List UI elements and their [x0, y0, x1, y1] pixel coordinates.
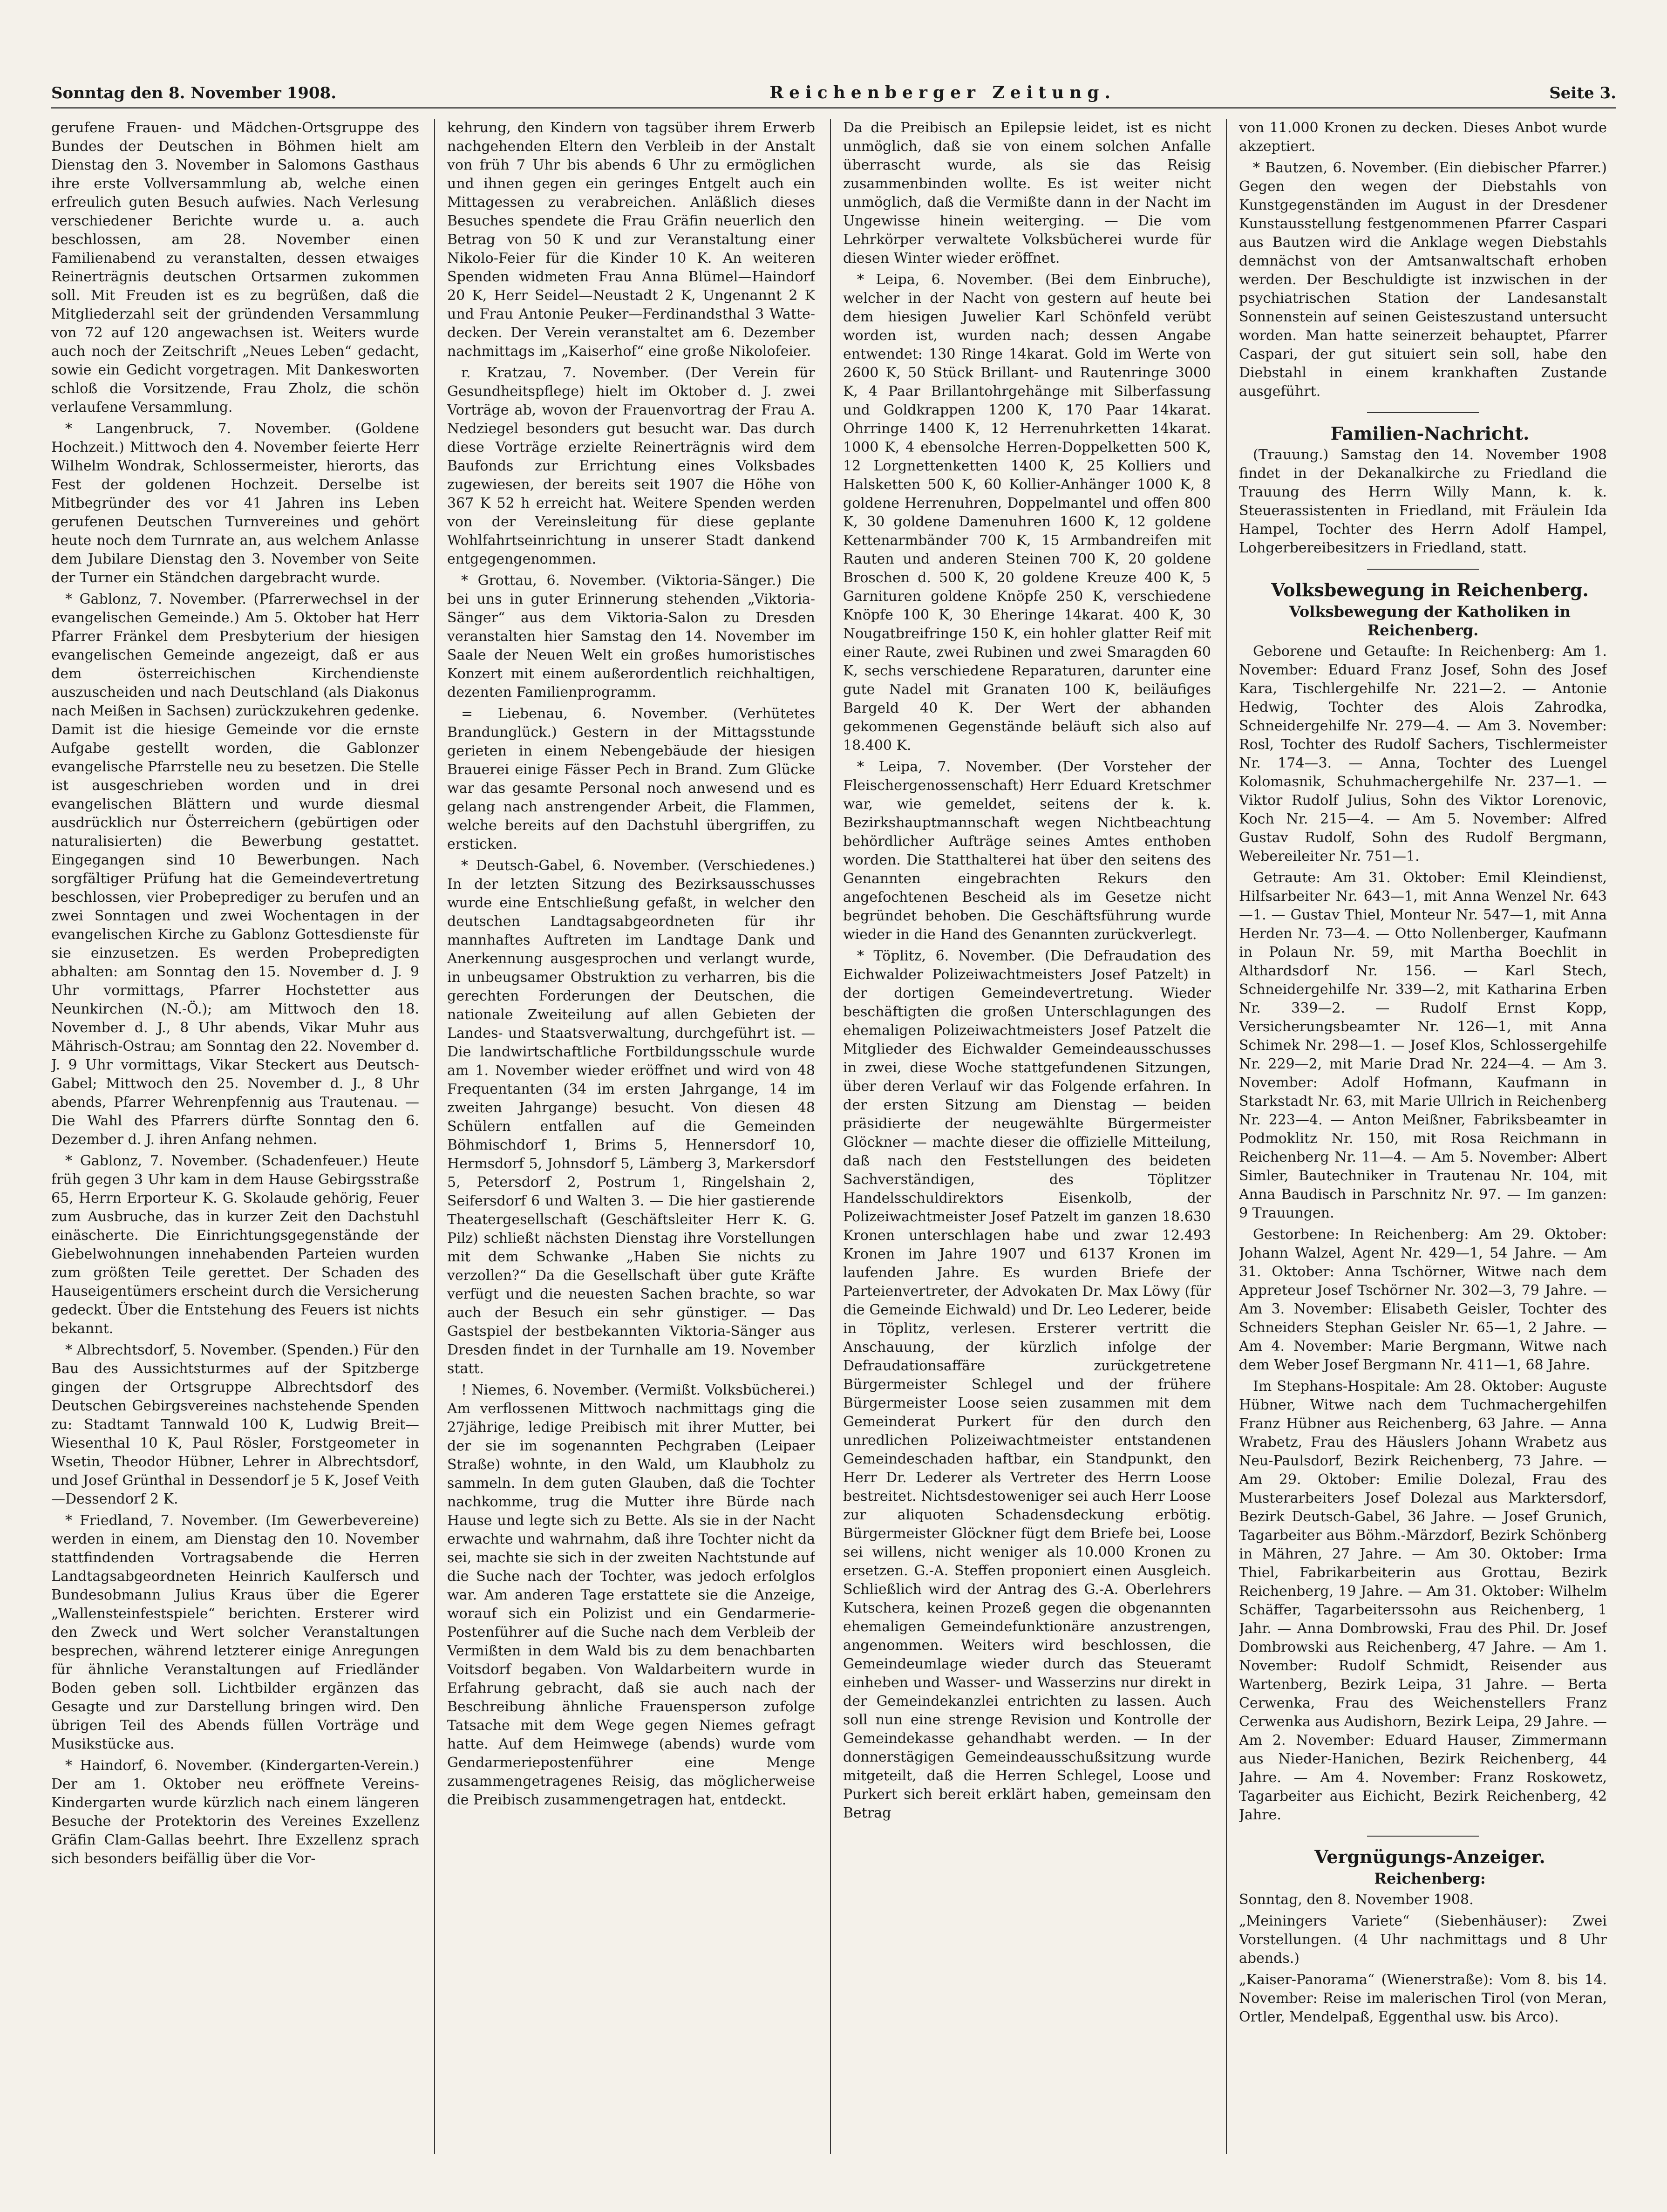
article: * Haindorf, 6. November. (Kindergarten-Verein.) Der am 1. Oktober neu eröffnete Vereins-Kindergarten wurde kürzlich nach einem längeren Besuche der Protektorin des Vereines Exzellenz Gräfin Clam-Gallas beehrt. Ihre Exzellenz sprach sich besonders beifällig über die Vor- — [51, 1757, 419, 1867]
column-4 — [1239, 119, 1607, 2154]
header-date: Sonntag den 8. November 1908. — [51, 84, 337, 102]
article: * Bautzen, 6. November. (Ein diebischer Pfarrer.) Gegen den wegen der Diebstahls von Kunstgegenständen im August in der Dresdener Kunstausstellung festgenommenen Pfarrer Caspari aus Bautzen wird die Anklage wegen Diebstahls demnächst von der Amtsanwaltschaft erhoben werden. Der Beschuldigte ist inzwischen in der psychiatrischen Station der Landesanstalt Sonnenstein auf seinen Geisteszustand untersucht worden. Man hatte seinerzeit behauptet, Pfarrer Caspari, der gut situiert sein soll, habe den Diebstahl in einem krankhaften Zustande ausgeführt. — [1239, 160, 1607, 400]
article: * Töplitz, 6. November. (Die Defraudation des Eichwalder Polizeiwachtmeisters Josef Patzelt) in der dortigen Gemeindevertretung. Wieder beschäftigten die großen Unterschlagungen des ehemaligen Polizeiwachtmeisters Josef Patzelt die Mitglieder des Eichwalder Gemeindeausschusses in zwei, diese Woche stattgefundenen Sitzungen, über deren Verlauf wir das Folgende erfahren. In der ersten Sitzung am Dienstag — beiden präsidierte der neugewählte Bürgermeister Glöckner — machte dieser die offizielle Mitteilung, daß nach den Feststellungen des beideten Sachverständigen, des Töplitzer Handelsschuldirektors Eisenkolb, der Polizeiwachtmeister Josef Patzelt im ganzen 18.630 Kronen unterschlagen habe und zwar 12.493 Kronen im Jahre 1907 und 6137 Kronen im laufenden Jahre. Es wurden Briefe der Parteienvertreter, der Advokaten Dr. Max Löwy (für die Gemeinde Eichwald) und Dr. Leo Lederer, beide in Töplitz, verlesen. Ersterer vertritt die Anschauung, der kürzlich infolge der Defraudationsaffäre zurückgetretene Bürgermeister Schlegel und der frühere Bürgermeister Loose seien zusammen mit dem Gemeinderat Purkert für den durch den unredlichen Polizeiwachtmeister entstandenen Gemeindeschaden haftbar, ein Standpunkt, den Herr Dr. Lederer als Vertreter des Herrn Loose bestreitet. Nichtsdestoweniger sei auch Herr Loose zur aliquoten Schadensdeckung erbötig. Bürgermeister Glöckner fügt dem Briefe bei, Loose sei willens, nicht weniger als 10.000 Kronen zu ersetzen. G.-A. Steffen proponiert einen Ausgleich. Schließlich wird der Antrag des G.-A. Oberlehrers Kutschera, keinen Prozeß gegen die obgenannten ehemaligen Gemeindefunktionäre anzustrengen, angenommen. Weiters wird beschlossen, die Gemeindeumlage wieder durch das Steueramt einheben und Wasser- und Wasserzins nur direkt in der Gemeindekanzlei entrichten zu lassen. Auch soll nun eine strenge Revision und Kontrolle der Gemeindekasse gehandhabt werden. — In der donnerstägigen Gemeindeausschußsitzung wurde mitgeteilt, daß die Herren Schlegel, Loose und Purkert sich bereit erklärt haben, gemeinsam den Betrag — [843, 948, 1211, 1821]
section-divider — [1367, 1836, 1479, 1837]
article: von 11.000 Kronen zu decken. Dieses Anbot wurde akzeptiert. — [1239, 120, 1607, 155]
page-number: Seite 3. — [1549, 84, 1616, 102]
newspaper-page — [51, 75, 1616, 2161]
page-header — [51, 75, 1616, 109]
article: * Gablonz, 7. November. (Schadenfeuer.) Heute früh gegen 3 Uhr kam in dem Hause Gebirgsstraße 65, Herrn Erporteur K. G. Skolaude gehörig, Feuer zum Ausbruche, das in kurzer Zeit den Dachstuhl einäscherte. Die Einrichtungsgegenstände der Giebelwohnungen innehabenden Parteien wurden zum größten Teile gerettet. Der Schaden des Hauseigentümers erscheint durch die Versicherung gedeckt. Über die Entstehung des Feuers ist nichts bekannt. — [51, 1153, 419, 1337]
article: gerufene Frauen- und Mädchen-Ortsgruppe des Bundes der Deutschen in Böhmen hielt am Dienstag den 3. November in Salomons Gasthaus ihre erste Vollversammlung ab, welche einen erfreulich guten Besuch aufwies. Nach Verlesung verschiedener Berichte wurde u. a. auch beschlossen, am 28. November einen Familienabend zu veranstalten, dessen etwaiges Reinerträgnis deutschen Ortsarmen zukommen soll. Mit Freuden ist es zu begrüßen, daß die Mitgliederzahl seit der gründenden Versammlung von 72 auf 120 angewachsen ist. Weiters wurde auch noch der Zeitschrift „Neues Leben“ gedacht, sowie ein Gedicht vorgetragen. Mit Dankesworten schloß die Vorsitzende, Frau Zholz, die schön verlaufene Versammlung. — [51, 120, 419, 415]
article: * Albrechtsdorf, 5. November. (Spenden.) Für den Bau des Aussichtsturmes auf der Spitzberge gingen der Ortsgruppe Albrechtsdorf des Deutschen Gebirgsvereines nachstehende Spenden zu: Stadtamt Tannwald 100 K, Ludwig Breit—Wiesenthal 10 K, Paul Rösler, Forstgeometer in Wsetin, Theodor Hübner, Lehrer in Albrechtsdorf, und Josef Grünthal in Dessendorf je 5 K, Josef Veith—Dessendorf 2 K. — [51, 1342, 419, 1507]
column-rule — [434, 119, 435, 2154]
amusement-subtitle: Reichenberg: — [1374, 1870, 1486, 1887]
article: * Friedland, 7. November. (Im Gewerbevereine) werden in einem, am Dienstag den 10. November stattfindenden Vortragsabende die Herren Landtagsabgeordneten Heinrich Kaulfersch und Bundesobmann Julius Kraus über die Egerer „Wallensteinfestspiele“ berichten. Ersterer wird den Zweck und Wert solcher Veranstaltungen besprechen, während letzterer einige Anregungen für ähnliche Veranstaltungen auf Friedländer Boden geben soll. Lichtbilder ergänzen das Gesagte und zur Darstellung bringen wird. Den übrigen Teil des Abends füllen Vorträge und Musikstücke aus. — [51, 1512, 419, 1752]
article: ! Niemes, 6. November. (Vermißt. Volksbücherei.) Am verflossenen Mittwoch nachmittags ging die 27jährige, ledige Preibisch mit ihrer Mutter, bei der sie im sogenannten Pechgraben (Leipaer Straße) wohnte, in den Wald, um Klaubholz zu sammeln. In dem guten Glauben, daß die Tochter nachkomme, trug die Mutter ihre Bürde nach Hause und legte sich zu Bette. Als sie in der Nacht erwachte und wahrnahm, daß ihre Tochter nicht da sei, machte sie sich in der zweiten Nachtstunde auf die Suche nach der Tochter, was jedoch erfolglos war. Am anderen Tage erstattete sie die Anzeige, worauf sich ein Polizist und ein Gendarmerie-Postenführer auf die Suche nach dem Verbleib der Vermißten in dem Wald bis zu dem benachbarten Voitsdorf begaben. Von Waldarbeitern wurde in Erfahrung gebracht, daß sie auch nach der Beschreibung ähnliche Frauensperson zufolge Tatsache mit dem Wege gegen Niemes gefragt hatte. Auf dem Heimwege (abends) wurde vom Gendarmeriepostenführer eine Menge zusammengetragenes Reisig, das möglicherweise die Preibisch zusammengetragen hat, entdeckt. — [447, 1382, 815, 1808]
column-rule — [830, 119, 831, 2154]
article: kehrung, den Kindern von tagsüber ihrem Erwerb nachgehenden Eltern den Verbleib in der Anstalt von früh 7 Uhr bis abends 6 Uhr zu ermöglichen und ihnen gegen ein geringes Entgelt auch ein Mittagessen zu verabreichen. Anläßlich dieses Besuches spendete die Frau Gräfin neuerlich den Betrag von 50 K und zur Veranstaltung einer Nikolo-Feier für die Kinder 10 K. An weiteren Spenden widmeten Frau Anna Blümel—Haindorf 20 K, Herr Seidel—Neustadt 2 K, Ungenannt 2 K und Frau Antonie Peuker—Ferdinandsthal 3 Watte-decken. Der Verein veranstaltet am 6. Dezember nachmittags im „Kaiserhof“ eine große Nikolofeier. — [447, 120, 815, 360]
column-2 — [447, 119, 815, 2154]
vital-stats-births: Geborene und Getaufte: In Reichenberg: Am 1. November: Eduard Franz Josef, Sohn des Josef Kara, Tischlergehilfe Nr. 221—2. — Antonie Hedwig, Tochter des Alois Zahrodka, Schneidergehilfe Nr. 279—4. — Am 3. November: Rosl, Tochter des Rudolf Sachers, Tischlermeister Nr. 174—3. — Anna, Tochter des Luengel Kolomasnik, Schuhmachergehilfe Nr. 237—1. — Viktor Rudolf Julius, Sohn des Viktor Lorenovic, Koch Nr. 215—4. — Am 5. November: Alfred Gustav Rudolf, Sohn des Rudolf Bergmann, Webereileiter Nr. 751—1. — [1239, 643, 1607, 864]
vital-stats-title: Volksbewegung in Reichenberg. — [1271, 579, 1589, 600]
article: Da die Preibisch an Epilepsie leidet, ist es nicht unmöglich, daß sie von einem solchen Anfalle überrascht wurde, als sie das Reisig zusammenbinden wollte. Es ist weiter nicht unmöglich, daß die Vermißte dann in der Nacht im Ungewisse hinein weiterging. — Die vom Lehrkörper verwaltete Volksbücherei wurde für diesen Winter wieder eröffnet. — [843, 120, 1211, 266]
article: * Gablonz, 7. November. (Pfarrerwechsel in der evangelischen Gemeinde.) Am 5. Oktober hat Herr Pfarrer Fränkel dem Presbyterium der hiesigen evangelischen Gemeinde angezeigt, daß er aus dem österreichischen Kirchendienste auszuscheiden und nach Deutschland (als Diakonus nach Meißen in Sachsen) zurückzukehren gedenke. Damit ist die hiesige Gemeinde vor die ernste Aufgabe gestellt worden, die Gablonzer evangelische Pfarrstelle neu zu besetzen. Die Stelle ist ausgeschrieben worden und in drei evangelischen Blättern und wurde diesmal ausdrücklich nur Österreichern (gebürtigen oder naturalisierten) die Bewerbung gestattet. Eingegangen sind 10 Bewerbungen. Nach sorgfältiger Prüfung hat die Gemeindevertretung beschlossen, vier Probeprediger zu berufen und an zwei Sonntagen und zwei Wochentagen in der evangelischen Kirche zu Gablonz Gottesdienste für sie einzusetzen. Es werden Probepredigten abhalten: am Sonntag den 15. November d. J. 9 Uhr vormittags, Pfarrer Hochstetter aus Neunkirchen (N.-Ö.); am Mittwoch den 18. November d. J., 8 Uhr abends, Vikar Muhr aus Mährisch-Ostrau; am Sonntag den 22. November d. J. 9 Uhr vormittags, Vikar Steckert aus Deutsch-Gabel; Mittwoch den 25. November d. J., 8 Uhr abends, Pfarrer Wehrenpfennig aus Trautenau. — Die Wahl des Pfarrers dürfte Sonntag den 6. Dezember d. J. ihren Anfang nehmen. — [51, 591, 419, 1148]
family-news-text: (Trauung.) Samstag den 14. November 1908 findet in der Dekanalkirche zu Friedland die Trauung des Herrn Willy Mann, k. k. Steuerassistenten in Friedland, mit Fräulein Ida Hampel, Tochter des Herrn Adolf Hampel, Lohgerbereibesitzers in Friedland, statt. — [1239, 447, 1607, 556]
column-rule — [1226, 119, 1227, 2154]
section-divider — [1367, 569, 1479, 570]
article: r. Kratzau, 7. November. (Der Verein für Gesundheitspflege) hielt im Oktober d. J. zwei Vorträge ab, wovon der Frauenvortrag der Frau A. Nedziegel besonders gut besucht war. Das durch diese Vorträge erzielte Reinerträgnis wird dem Baufonds zur Errichtung eines Volksbades zugewiesen, der bereits seit 1907 die Höhe von 367 K 52 h erreicht hat. Weitere Spenden werden von der Vereinsleitung für diese geplante Wohlfahrtseinrichtung in unserer Stadt dankend entgegengenommen. — [447, 365, 815, 567]
vital-stats-subtitle: Volksbewegung der Katholiken in Reichenberg. — [1289, 603, 1571, 639]
column-3 — [843, 119, 1211, 2154]
article: * Leipa, 6. November. (Bei dem Einbruche), welcher in der Nacht von gestern auf heute bei dem hiesigen Juwelier Karl Schönfeld verübt worden ist, wurden nach; dessen Angabe entwendet: 130 Ringe 14karat. Gold im Werte von 2600 K, 50 Stück Brillant- und Rautenringe 3000 K, 4 Paar Brillantohrgehänge mit Silberfassung und Goldkrappen 1200 K, 170 Paar 14karat. Ohrringe 1400 K, 12 Herrenuhrketten 14karat. 1000 K, 4 ebensolche Herren-Doppelketten 500 K, 12 Lorgnettenketten 1400 K, 25 Kolliers und Halsketten 500 K, 60 Kollier-Anhänger 1000 K, 8 goldene Herrenuhren, Doppelmantel und offen 800 K, 30 goldene Damenuhren 1600 K, 12 goldene Kettenarmbänder 700 K, 15 Armbandreifen mit Rauten und anderen Steinen 700 K, 20 goldene Broschen d. 500 K, 20 goldene Kreuze 400 K, 5 Garnituren goldene Knöpfe 250 K, verschiedene Knöpfe 100 K, 30 Eheringe 14karat. 400 K, 30 Nougatbreifringe 150 K, ein hohler glatter Reif mit einer Raute, zwei Rubinen und zwei Smaragden 60 K, sechs verschiedene Reparaturen, darunter eine gute Nadel mit Granaten 100 K, beiläufiges Bargeld 40 K. Der Wert der abhanden gekommenen Gegenstände beläuft sich also auf 18.400 K. — [843, 272, 1211, 754]
family-news-title: Familien-Nachricht. — [1330, 423, 1530, 444]
amusement-date: Sonntag, den 8. November 1908. — [1239, 1892, 1474, 1908]
section-divider — [1367, 412, 1479, 413]
newspaper-title: Reichenberger Zeitung. — [769, 83, 1116, 102]
vital-stats-marriages: Getraute: Am 31. Oktober: Emil Kleindienst, Hilfsarbeiter Nr. 643—1, mit Anna Wenzel Nr. 643—1. — Gustav Thiel, Monteur Nr. 547—1, mit Anna Herden Nr. 73—4. — Otto Nollenberger, Kaufmann in Polaun Nr. 59, mit Martha Boechlit in Althardsdorf Nr. 156. — Karl Stech, Schneidergehilfe Nr. 339—2, mit Katharina Erben Nr. 339—2. — Rudolf Ernst Kopp, Versicherungsbeamter Nr. 126—1, mit Anna Schimek Nr. 298—1. — Josef Klos, Schlossergehilfe Nr. 229—2, mit Marie Drad Nr. 224—4. — Am 3. November: Adolf Hofmann, Kaufmann in Starkstadt Nr. 63, mit Marie Ullrich in Reichenberg Nr. 223—4. — Anton Meißner, Fabriksbeamter in Podmoklitz Nr. 150, mit Rosa Reichmann in Reichenberg Nr. 11—4. — Am 5. November: Albert Simler, Bautechniker in Trautenau Nr. 104, mit Anna Baudisch in Parschnitz Nr. 97. — Im ganzen: 9 Trauungen. — [1239, 870, 1607, 1221]
amusement-title: Vergnügungs-Anzeiger. — [1314, 1846, 1545, 1867]
article: = Liebenau, 6. November. (Verhütetes Brandunglück.) Gestern in der Mittagsstunde gerieten in einem Nebengebäude der hiesigen Brauerei einige Fässer Pech in Brand. Zum Glücke war das gesamte Personal noch anwesend und es gelang nach anstrengender Arbeit, die Flammen, welche bereits auf den Dachstuhl übergriffen, zu ersticken. — [447, 706, 815, 852]
amusement-item: „Meiningers Variete“ (Siebenhäuser): Zwei Vorstellungen. (4 Uhr nachmittags und 8 Uhr abends.) — [1239, 1913, 1607, 1967]
article: * Deutsch-Gabel, 6. November. (Verschiedenes.) In der letzten Sitzung des Bezirksausschusses wurde eine Entschließung gefaßt, in welcher den deutschen Landtagsabgeordneten für ihr mannhaftes Auftreten im Landtage Dank und Anerkennung ausgesprochen und verlangt wurde, in unbeugsamer Obstruktion zu verharren, bis die gerechten Forderungen der Deutschen, die nationale Zweiteilung auf allen Gebieten der Landes- und Staatsverwaltung, durchgeführt ist. — Die landwirtschaftliche Fortbildungsschule wurde am 1. November wieder eröffnet und wird von 48 Frequentanten (34 im ersten Jahrgange, 14 im zweiten Jahrgange) besucht. Von diesen 48 Schülern entfallen auf die Gemeinden Böhmischdorf 1, Brims 5, Hennersdorf 10, Hermsdorf 5, Johnsdorf 5, Lämberg 3, Markersdorf 5, Petersdorf 2, Postrum 1, Ringelshain 2, Seifersdorf 6 und Walten 3. — Die hier gastierende Theatergesellschaft (Geschäftsleiter Herr K. G. Pilz) schließt nächsten Dienstag ihre Vorstellungen mit dem Schwanke „Haben Sie nichts zu verzollen?“ Da die Gesellschaft über gute Kräfte verfügt und die neuesten Sachen brachte, so war auch der Besuch ein sehr günstiger. — Das Gastspiel der bestbekannten Viktoria-Sänger aus Dresden findet in der Turnhalle am 19. November statt. — [447, 858, 815, 1377]
column-1 — [51, 119, 419, 2154]
vital-stats-deaths: Gestorbene: In Reichenberg: Am 29. Oktober: Johann Walzel, Agent Nr. 429—1, 54 Jahre. — Am 31. Oktober: Anna Tschörner, Witwe nach dem Appreteur Josef Tschörner Nr. 302—3, 79 Jahre. — Am 3. November: Elisabeth Geisler, Tochter des Schneiders Stephan Geisler Nr. 65—1, 2 Jahre. — Am 4. November: Marie Bergmann, Witwe nach dem Weber Josef Bergmann Nr. 411—1, 68 Jahre. — [1239, 1226, 1607, 1373]
article: * Langenbruck, 7. November. (Goldene Hochzeit.) Mittwoch den 4. November feierte Herr Wilhelm Wondrak, Schlossermeister, hierorts, das Fest der goldenen Hochzeit. Derselbe ist Mitbegründer des vor 41 Jahren ins Leben gerufenen Deutschen Turnvereines und gehört heute noch dem Turnrate an, aus welchem Anlasse dem Jubilare Dienstag den 3. November von Seite der Turner ein Ständchen dargebracht wurde. — [51, 421, 419, 586]
amusement-item: „Kaiser-Panorama“ (Wienerstraße): Vom 8. bis 14. November: Reise im malerischen Tirol (von Meran, Ortler, Mendelpaß, Eggenthal usw. bis Arco). — [1239, 1972, 1607, 2025]
article: * Leipa, 7. November. (Der Vorsteher der Fleischergenossenschaft) Herr Eduard Kretschmer war, wie gemeldet, seitens der k. k. Bezirkshauptmannschaft wegen Nichtbeachtung behördlicher Aufträge seines Amtes enthoben worden. Die Statthalterei hat über den seitens des Genannten eingebrachten Rekurs den angefochtenen Bescheid als im Gesetze nicht begründet behoben. Die Geschäftsführung wurde wieder in die Hand des Genannten zurückverlegt. — [843, 759, 1211, 943]
article: * Grottau, 6. November. (Viktoria-Sänger.) Die bei uns in guter Erinnerung stehenden „Viktoria-Sänger“ aus dem Viktoria-Salon zu Dresden veranstalten hier Samstag den 14. November im Saale der Neuen Welt ein großes humoristisches Konzert mit einem außerordentlich reichhaltigen, dezenten Familienprogramm. — [447, 572, 815, 701]
vital-stats-hospital: Im Stephans-Hospitale: Am 28. Oktober: Auguste Hübner, Witwe nach dem Tuchmachergehilfen Franz Hübner aus Reichenberg, 63 Jahre. — Anna Wrabetz, Frau des Häuslers Johann Wrabetz aus Neu-Paulsdorf, Bezirk Reichenberg, 73 Jahre. — Am 29. Oktober: Emilie Dolezal, Frau des Musterarbeiters Josef Dolezal aus Marktersdorf, Bezirk Deutsch-Gabel, 36 Jahre. — Josef Grunich, Tagarbeiter aus Böhm.-Märzdorf, Bezirk Schönberg in Mähren, 27 Jahre. — Am 30. Oktober: Irma Thiel, Fabrikarbeiterin aus Grottau, Bezirk Reichenberg, 19 Jahre. — Am 31. Oktober: Wilhelm Schäffer, Tagarbeiterssohn aus Reichenberg, 1 Jahr. — Anna Dombrowski, Frau des Phil. Dr. Josef Dombrowski aus Reichenberg, 47 Jahre. — Am 1. November: Rudolf Schmidt, Reisender aus Wartenberg, Bezirk Leipa, 31 Jahre. — Berta Cerwenka, Frau des Weichenstellers Franz Cerwenka aus Audishorn, Bezirk Leipa, 29 Jahre. — Am 2. November: Eduard Hauser, Zimmermann aus Nieder-Hanichen, Bezirk Reichenberg, 44 Jahre. — Am 4. November: Franz Roskowetz, Tagarbeiter aus Eichicht, Bezirk Reichenberg, 42 Jahre. — [1239, 1378, 1607, 1823]
